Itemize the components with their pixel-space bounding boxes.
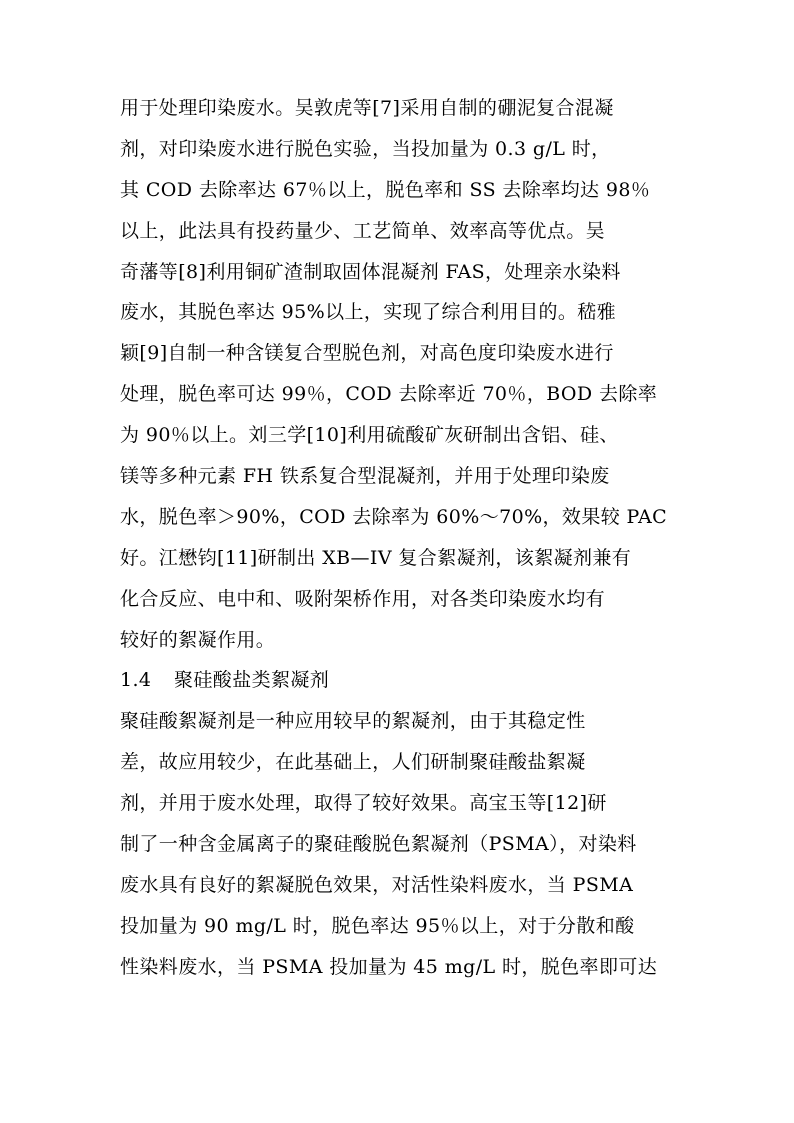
text-line: 聚硅酸絮凝剂是一种应用较早的絮凝剂，由于其稳定性 xyxy=(120,710,586,733)
text-line: 废水具有良好的絮凝脱色效果，对活性染料废水，当 PSMA xyxy=(120,873,634,896)
text-line: 好。江懋钧[11]研制出 XB—IV 复合絮凝剂，该絮凝剂兼有 xyxy=(120,546,632,569)
text-line: 制了一种含金属离子的聚硅酸脱色絮凝剂（PSMA），对染料 xyxy=(120,833,637,856)
text-line: 以上，此法具有投药量少、工艺简单、效率高等优点。吴 xyxy=(120,219,606,242)
section-heading xyxy=(120,660,680,701)
text-line: 废水，其脱色率达 95%以上，实现了综合利用目的。嵇雅 xyxy=(120,301,617,324)
paragraph-coagulant-studies xyxy=(120,88,680,660)
text-line: 颖[9]自制一种含镁复合型脱色剂，对高色度印染废水进行 xyxy=(120,342,614,365)
document-body xyxy=(120,88,680,988)
paragraph-polysilicate xyxy=(120,701,680,987)
text-line: 处理，脱色率可达 99％，COD 去除率近 70％，BOD 去除率 xyxy=(120,383,658,406)
text-line: 性染料废水，当 PSMA 投加量为 45 mg/L 时，脱色率即可达 xyxy=(120,955,658,978)
text-line: 差，故应用较少，在此基础上，人们研制聚硅酸盐絮凝 xyxy=(120,751,586,774)
text-line: 化合反应、电中和、吸附架桥作用，对各类印染废水均有 xyxy=(120,587,606,610)
text-line: 剂，对印染废水进行脱色实验，当投加量为 0.3 g/L 时， xyxy=(120,137,611,160)
text-line: 水，脱色率＞90%，COD 去除率为 60%～70%，效果较 PAC xyxy=(120,505,668,528)
text-line: 较好的絮凝作用。 xyxy=(120,628,276,651)
text-line: 投加量为 90 mg/L 时，脱色率达 95％以上，对于分散和酸 xyxy=(120,914,635,937)
text-line: 为 90％以上。刘三学[10]利用硫酸矿灰研制出含铝、硅、 xyxy=(120,424,619,447)
text-line: 其 COD 去除率达 67％以上，脱色率和 SS 去除率均达 98％ xyxy=(120,178,651,201)
section-number: 1.4 xyxy=(120,669,152,692)
text-line: 镁等多种元素 FH 铁系复合型混凝剂，并用于处理印染废 xyxy=(120,465,610,488)
text-line: 剂，并用于废水处理，取得了较好效果。高宝玉等[12]研 xyxy=(120,792,607,815)
text-line: 奇藩等[8]利用铜矿渣制取固体混凝剂 FAS，处理亲水染料 xyxy=(120,260,621,283)
section-title: 聚硅酸盐类絮凝剂 xyxy=(174,669,330,692)
text-line: 用于处理印染废水。吴敦虎等[7]采用自制的硼泥复合混凝 xyxy=(120,97,614,119)
